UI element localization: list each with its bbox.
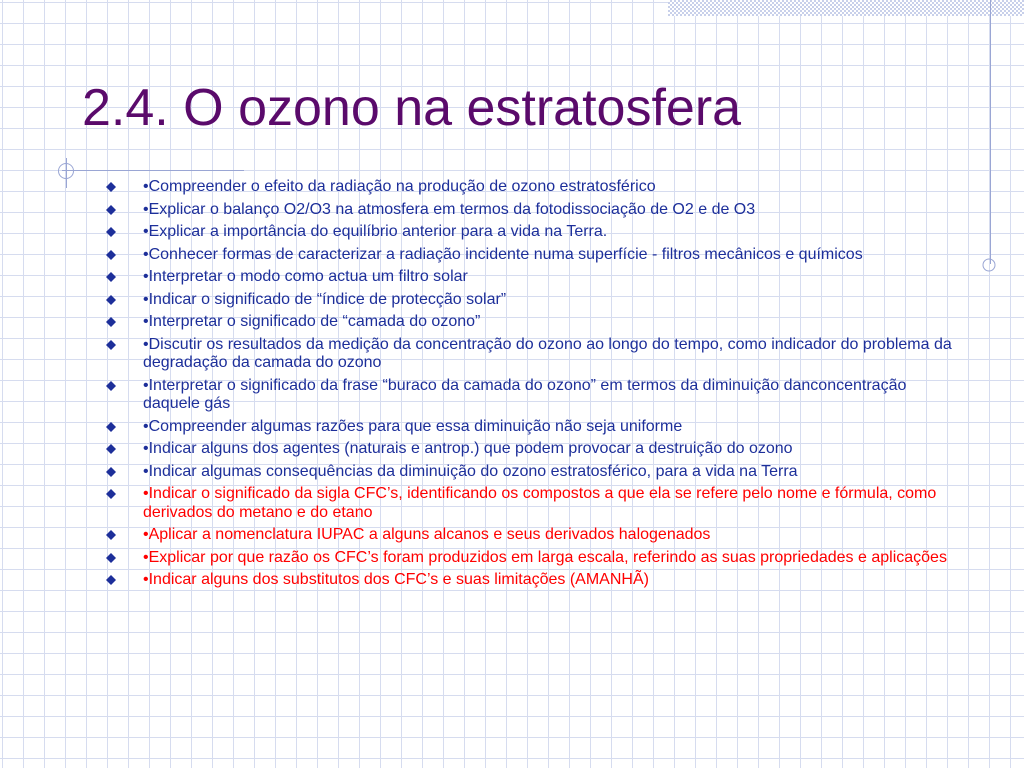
list-item — [106, 246, 966, 265]
list-item — [106, 485, 966, 522]
list-item — [106, 418, 966, 437]
list-item-text: •Indicar alguns dos agentes (naturais e antrop.) que podem provocar a destruição do ozono — [143, 440, 793, 457]
list-item-text: •Explicar o balanço O2/O3 na atmosfera em termos da fotodissociação de O2 e de O3 — [143, 200, 756, 218]
list-item-text: •Interpretar o modo como actua um filtro solar — [143, 268, 468, 285]
corner-circle-decoration — [58, 163, 74, 179]
list-item — [106, 377, 966, 414]
diamond-icon — [106, 317, 116, 327]
list-item — [106, 223, 966, 242]
list-item — [106, 526, 966, 545]
diamond-icon — [106, 205, 116, 215]
slide-title: 2.4. O ozono na estratosfera — [82, 79, 742, 137]
right-decoration-knob — [982, 258, 996, 272]
list-item-text: •Indicar o significado de “índice de protecção solar” — [143, 290, 507, 308]
diamond-icon — [106, 467, 116, 477]
header-decoration-band — [668, 0, 1024, 16]
diamond-icon — [106, 182, 116, 192]
objectives-list — [106, 178, 966, 594]
list-item — [106, 291, 966, 310]
diamond-icon — [106, 381, 116, 391]
list-item-text: •Indicar o significado da sigla CFC’s, identificando os compostos a que ela se refere pelo nome e fórmula, como derivados do metano e do etano — [143, 485, 937, 521]
list-item-text: •Indicar alguns dos substitutos dos CFC’s e suas limitações (AMANHÃ) — [143, 571, 649, 588]
list-item — [106, 463, 966, 482]
diamond-icon — [106, 340, 116, 350]
list-item-text: •Interpretar o significado da frase “buraco da camada do ozono” em termos da diminuição danconcentração daquele gás — [143, 376, 907, 412]
list-item — [106, 268, 966, 287]
diamond-icon — [106, 444, 116, 454]
list-item-text: •Aplicar a nomenclatura IUPAC a alguns alcanos e seus derivados halogenados — [143, 526, 711, 543]
list-item-text: •Explicar a importância do equilíbrio anterior para a vida na Terra. — [143, 223, 608, 240]
list-item-text: •Compreender algumas razões para que essa diminuição não seja uniforme — [143, 417, 683, 435]
list-item-text: •Explicar por que razão os CFC’s foram produzidos em larga escala, referindo as suas propriedades e aplicações — [143, 548, 947, 566]
list-item-text: •Interpretar o significado de “camada do ozono” — [143, 313, 481, 330]
diamond-icon — [106, 553, 116, 563]
diamond-icon — [106, 530, 116, 540]
diamond-icon — [106, 575, 116, 585]
right-decoration-line — [990, 0, 991, 264]
list-item — [106, 549, 966, 568]
diamond-icon — [106, 250, 116, 260]
list-item-text: •Conhecer formas de caracterizar a radiação incidente numa superfície - filtros mecânicos e químicos — [143, 245, 863, 263]
list-item — [106, 178, 966, 197]
diamond-icon — [106, 272, 116, 282]
list-item-text: •Indicar algumas consequências da diminuição do ozono estratosférico, para a vida na Terra — [143, 462, 798, 480]
list-item-text: •Compreender o efeito da radiação na produção de ozono estratosférico — [143, 178, 656, 195]
diamond-icon — [106, 227, 116, 237]
list-item — [106, 336, 966, 373]
list-item — [106, 313, 966, 332]
diamond-icon — [106, 489, 116, 499]
diamond-icon — [106, 422, 116, 432]
diamond-icon — [106, 295, 116, 305]
list-item — [106, 201, 966, 220]
list-item — [106, 440, 966, 459]
title-underline — [62, 170, 244, 171]
list-item — [106, 571, 966, 590]
list-item-text: •Discutir os resultados da medição da concentração do ozono ao longo do tempo, como indicador do problema da degradação da camada do ozono — [143, 335, 952, 371]
